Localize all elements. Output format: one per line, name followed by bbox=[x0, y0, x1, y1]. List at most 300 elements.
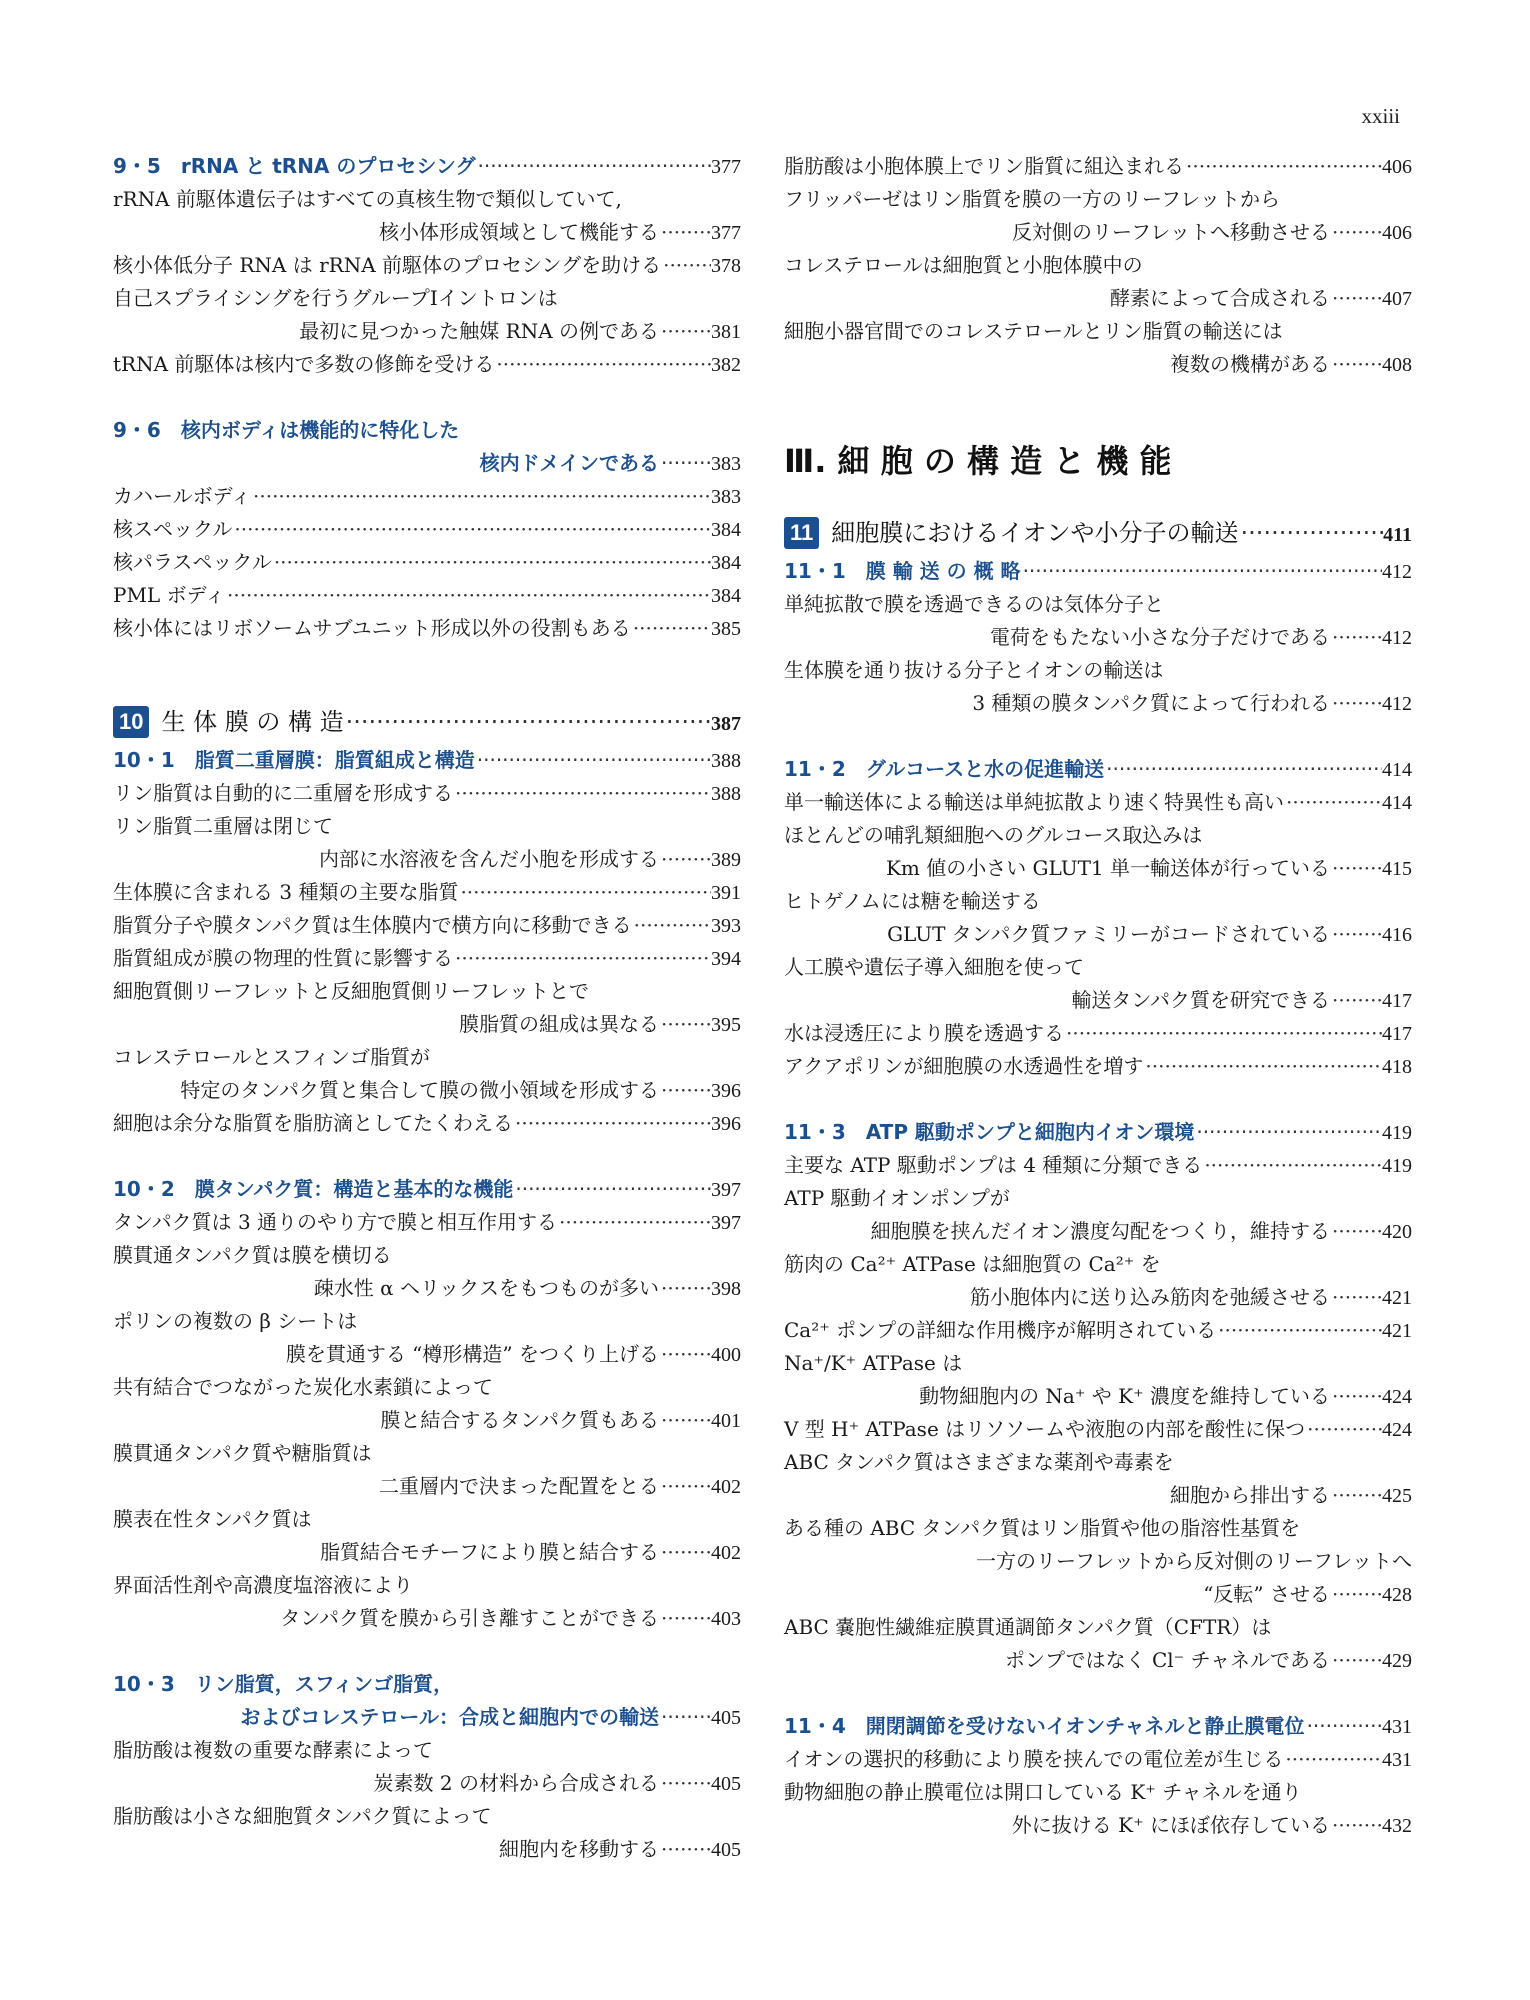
entry-title: 反対側のリーフレットへ移動させる bbox=[1012, 220, 1330, 244]
toc-entry[interactable] bbox=[113, 513, 741, 546]
entry-title: 膜貫通タンパク質は膜を横切る bbox=[113, 1243, 392, 1267]
page-ref: 388 bbox=[711, 783, 741, 805]
entry-title: 筋小胞体内に送り込み筋肉を弛緩させる bbox=[970, 1285, 1330, 1309]
dot-leader bbox=[659, 1701, 711, 1734]
entry-title: リン脂質は自動的に二重層を形成する bbox=[113, 781, 453, 805]
dot-leader bbox=[661, 249, 711, 282]
page-ref: 429 bbox=[1382, 1650, 1412, 1672]
dot-leader bbox=[251, 480, 711, 513]
toc-entry-continuation[interactable] bbox=[113, 843, 741, 876]
toc-entry[interactable] bbox=[784, 1017, 1412, 1050]
entry-title: 単純拡散で膜を透過できるのは気体分子と bbox=[784, 592, 1164, 616]
page-ref: 431 bbox=[1382, 1749, 1412, 1771]
toc-entry-continuation[interactable] bbox=[113, 1833, 741, 1866]
page-ref: 419 bbox=[1382, 1155, 1412, 1177]
dot-leader bbox=[1330, 216, 1382, 249]
entry-title: 細胞内を移動する bbox=[499, 1837, 659, 1861]
toc-entry-continuation[interactable] bbox=[784, 1215, 1412, 1248]
section-heading[interactable] bbox=[113, 744, 741, 777]
part-title: Ⅲ. 細 胞 の 構 造 と 機 能 bbox=[784, 442, 1172, 480]
toc-entry[interactable] bbox=[113, 612, 741, 645]
page-ref: 412 bbox=[1382, 561, 1412, 583]
entry-title: 脂質結合モチーフにより膜と結合する bbox=[320, 1540, 659, 1564]
dot-leader bbox=[659, 447, 711, 480]
entry-title: 細胞質側リーフレットと反細胞質側リーフレットとで bbox=[113, 979, 589, 1003]
toc-entry[interactable] bbox=[113, 282, 741, 315]
page-ref: 383 bbox=[711, 453, 741, 475]
dot-leader bbox=[513, 1107, 711, 1140]
toc-entry[interactable] bbox=[113, 1239, 741, 1272]
entry-title: 脂質組成が膜の物理的性質に影響する bbox=[113, 946, 453, 970]
entry-title: 動物細胞内の Na⁺ や K⁺ 濃度を維持している bbox=[919, 1384, 1330, 1408]
toc-entry-continuation[interactable] bbox=[113, 1074, 741, 1107]
section-gap bbox=[784, 491, 1412, 511]
entry-title: 10・2 膜タンパク質：構造と基本的な機能 bbox=[113, 1177, 514, 1201]
toc-entry[interactable] bbox=[113, 942, 741, 975]
toc-entry[interactable] bbox=[113, 1371, 741, 1404]
dot-leader bbox=[225, 579, 711, 612]
dot-leader bbox=[1330, 984, 1382, 1017]
page-ref: 400 bbox=[711, 1344, 741, 1366]
entry-title: ポンプではなく Cl⁻ チャネルである bbox=[1005, 1648, 1330, 1672]
section-heading[interactable] bbox=[784, 753, 1412, 786]
page-ref: 394 bbox=[711, 948, 741, 970]
entry-title: 核小体形成領域として機能する bbox=[379, 220, 659, 244]
page-ref: 397 bbox=[711, 1179, 741, 1201]
entry-title: 膜貫通タンパク質や糖脂質は bbox=[113, 1441, 372, 1465]
entry-title: 生 体 膜 の 構 造 bbox=[161, 708, 344, 736]
page-ref: 377 bbox=[711, 156, 741, 178]
dot-leader bbox=[1330, 1380, 1382, 1413]
page-ref: 431 bbox=[1382, 1716, 1412, 1738]
toc-left-column bbox=[113, 150, 741, 1866]
page-ref: 402 bbox=[711, 1542, 741, 1564]
dot-leader bbox=[659, 315, 711, 348]
entry-title: Na⁺/K⁺ ATPase は bbox=[784, 1351, 963, 1375]
entry-title: 脂肪酸は複数の重要な酵素によって bbox=[113, 1738, 433, 1762]
entry-title: 人工膜や遺伝子導入細胞を使って bbox=[784, 955, 1084, 979]
dot-leader bbox=[659, 1602, 711, 1635]
page-ref: 405 bbox=[711, 1707, 741, 1729]
toc-entry[interactable] bbox=[784, 1512, 1412, 1545]
entry-title: 9・6 核内ボディは機能的に特化した bbox=[113, 418, 460, 442]
toc-entry[interactable] bbox=[113, 1107, 741, 1140]
section-gap bbox=[113, 645, 741, 700]
entry-title: 膜と結合するタンパク質もある bbox=[380, 1408, 659, 1432]
entry-title: 水は浸透圧により膜を透過する bbox=[784, 1021, 1064, 1045]
toc-entry-continuation[interactable] bbox=[784, 348, 1412, 381]
dot-leader bbox=[1283, 1743, 1382, 1776]
dot-leader bbox=[1305, 1413, 1382, 1446]
toc-entry[interactable] bbox=[113, 1041, 741, 1074]
toc-entry[interactable] bbox=[113, 1569, 741, 1602]
toc-entry[interactable] bbox=[113, 777, 741, 810]
section-heading[interactable] bbox=[784, 1710, 1412, 1743]
toc-entry-continuation[interactable] bbox=[113, 1767, 741, 1800]
page-ref: 424 bbox=[1382, 1419, 1412, 1441]
entry-title: 疎水性 α ヘリックスをもつものが多い bbox=[313, 1276, 659, 1300]
entry-title: 自己スプライシングを行うグループⅠイントロンは bbox=[113, 286, 558, 310]
entry-title: 筋肉の Ca²⁺ ATPase は細胞質の Ca²⁺ を bbox=[784, 1252, 1161, 1276]
toc-entry-continuation[interactable] bbox=[784, 918, 1412, 951]
entry-title: 細胞は余分な脂質を脂肪滴としてたくわえる bbox=[113, 1111, 513, 1135]
dot-leader bbox=[453, 777, 711, 810]
entry-title: リン脂質二重層は閉じて bbox=[113, 814, 333, 838]
entry-title: 10・1 脂質二重層膜：脂質組成と構造 bbox=[113, 748, 475, 772]
section-heading-continuation[interactable] bbox=[113, 447, 741, 480]
entry-title: 膜表在性タンパク質は bbox=[113, 1507, 312, 1531]
dot-leader bbox=[1330, 348, 1382, 381]
toc-entry-continuation[interactable] bbox=[113, 1470, 741, 1503]
page-ref: 391 bbox=[711, 882, 741, 904]
toc-entry-continuation[interactable] bbox=[113, 1602, 741, 1635]
toc-entry[interactable] bbox=[113, 810, 741, 843]
entry-title: コレステロールとスフィンゴ脂質が bbox=[113, 1045, 430, 1069]
toc-entry-continuation[interactable] bbox=[784, 1479, 1412, 1512]
page-ref: 385 bbox=[711, 618, 741, 640]
entry-title: ABC 嚢胞性繊維症膜貫通調節タンパク質（CFTR）は bbox=[784, 1615, 1272, 1639]
entry-title: 核小体にはリボソームサブユニット形成以外の役割もある bbox=[113, 616, 631, 640]
entry-title: 炭素数 2 の材料から合成される bbox=[373, 1771, 659, 1795]
page-ref: 415 bbox=[1382, 858, 1412, 880]
dot-leader bbox=[1202, 1149, 1382, 1182]
toc-entry[interactable] bbox=[113, 909, 741, 942]
section-heading-continuation[interactable] bbox=[113, 1701, 741, 1734]
toc-entry[interactable] bbox=[784, 1611, 1412, 1644]
dot-leader bbox=[458, 876, 711, 909]
chapter-number-badge: 11 bbox=[784, 517, 819, 549]
toc-entry[interactable] bbox=[113, 348, 741, 381]
entry-title: 脂肪酸は小胞体膜上でリン脂質に組込まれる bbox=[784, 154, 1184, 178]
page-ref: 403 bbox=[711, 1608, 741, 1630]
dot-leader bbox=[557, 1206, 711, 1239]
toc-entry[interactable] bbox=[784, 588, 1412, 621]
dot-leader bbox=[1330, 1281, 1382, 1314]
page-ref: 396 bbox=[711, 1113, 741, 1135]
toc-entry[interactable] bbox=[784, 1743, 1412, 1776]
toc-entry[interactable] bbox=[784, 1314, 1412, 1347]
entry-title: タンパク質は 3 通りのやり方で膜と相互作用する bbox=[113, 1210, 558, 1234]
toc-entry-continuation[interactable] bbox=[784, 1578, 1412, 1611]
toc-entry-continuation[interactable] bbox=[113, 1536, 741, 1569]
dot-leader bbox=[1330, 1215, 1382, 1248]
entry-title: 10・3 リン脂質，スフィンゴ脂質， bbox=[113, 1672, 454, 1696]
entry-title: 膜を貫通する “樽形構造” をつくり上げる bbox=[285, 1342, 659, 1366]
page-ref: 421 bbox=[1382, 1287, 1412, 1309]
entry-title: 細胞膜を挟んだイオン濃度勾配をつくり，維持する bbox=[870, 1219, 1330, 1243]
dot-leader bbox=[659, 843, 711, 876]
section-gap bbox=[113, 1140, 741, 1173]
dot-leader bbox=[1330, 1809, 1382, 1842]
entry-title: 11・2 グルコースと水の促進輸送 bbox=[784, 757, 1105, 781]
toc-entry[interactable] bbox=[113, 1305, 741, 1338]
toc-entry-continuation[interactable] bbox=[113, 1272, 741, 1305]
entry-title: 核内ドメインである bbox=[479, 451, 659, 475]
page-ref: 412 bbox=[1382, 627, 1412, 649]
entry-title: 11・3 ATP 駆動ポンプと細胞内イオン環境 bbox=[784, 1120, 1195, 1144]
toc-entry-continuation[interactable] bbox=[784, 1380, 1412, 1413]
section-heading[interactable] bbox=[113, 1668, 741, 1701]
page-ref: 406 bbox=[1382, 222, 1412, 244]
toc-entry-continuation[interactable] bbox=[784, 621, 1412, 654]
page-ref: 388 bbox=[711, 750, 741, 772]
toc-entry-continuation[interactable] bbox=[784, 1281, 1412, 1314]
toc-entry[interactable] bbox=[784, 1413, 1412, 1446]
entry-title: 核スペックル bbox=[113, 517, 233, 541]
entry-title: ABC タンパク質はさまざまな薬剤や毒素を bbox=[784, 1450, 1174, 1474]
page-ref: 416 bbox=[1382, 924, 1412, 946]
entry-title: ポリンの複数の β シートは bbox=[113, 1309, 358, 1333]
dot-leader bbox=[659, 1833, 711, 1866]
entry-title: 膜脂質の組成は異なる bbox=[459, 1012, 659, 1036]
toc-entry[interactable] bbox=[113, 1734, 741, 1767]
toc-entry-continuation[interactable] bbox=[784, 1644, 1412, 1677]
entry-title: コレステロールは細胞質と小胞体膜中の bbox=[784, 253, 1143, 277]
page-ref: 414 bbox=[1382, 759, 1412, 781]
dot-leader bbox=[1216, 1314, 1382, 1347]
page-ref: 396 bbox=[711, 1080, 741, 1102]
page-ref: 420 bbox=[1382, 1221, 1412, 1243]
entry-title: 主要な ATP 駆動ポンプは 4 種類に分類できる bbox=[784, 1153, 1203, 1177]
entry-title: 内部に水溶液を含んだ小胞を形成する bbox=[319, 847, 659, 871]
section-heading[interactable] bbox=[113, 150, 741, 183]
toc-entry-continuation[interactable] bbox=[784, 282, 1412, 315]
toc-entry[interactable] bbox=[784, 1182, 1412, 1215]
toc-entry[interactable] bbox=[113, 1206, 741, 1239]
page-ref: 397 bbox=[711, 1212, 741, 1234]
section-heading[interactable] bbox=[113, 414, 741, 447]
toc-entry[interactable] bbox=[784, 315, 1412, 348]
entry-title: 11・4 開閉調節を受けないイオンチャネルと静止膜電位 bbox=[784, 1714, 1305, 1738]
chapter-heading[interactable] bbox=[784, 511, 1412, 555]
page-ref: 389 bbox=[711, 849, 741, 871]
page-ref: 377 bbox=[711, 222, 741, 244]
toc-entry[interactable] bbox=[784, 1776, 1412, 1809]
toc-entry-continuation[interactable] bbox=[784, 1545, 1412, 1578]
section-heading[interactable] bbox=[113, 1173, 741, 1206]
toc-entry[interactable] bbox=[784, 1446, 1412, 1479]
toc-entry[interactable] bbox=[784, 951, 1412, 984]
entry-title: ATP 駆動イオンポンプが bbox=[784, 1186, 1010, 1210]
toc-entry-continuation[interactable] bbox=[113, 1404, 741, 1437]
entry-title: およびコレステロール：合成と細胞内での輸送 bbox=[240, 1705, 659, 1729]
dot-leader bbox=[1305, 1710, 1382, 1743]
page-ref: 378 bbox=[711, 255, 741, 277]
page-ref: 424 bbox=[1382, 1386, 1412, 1408]
entry-title: 共有結合でつながった炭化水素鎖によって bbox=[113, 1375, 493, 1399]
chapter-number-badge: 10 bbox=[113, 706, 149, 738]
entry-title: フリッパーゼはリン脂質を膜の一方のリーフレットから bbox=[784, 187, 1280, 211]
entry-title: 生体膜に含まれる 3 種類の主要な脂質 bbox=[113, 880, 459, 904]
entry-title: 核小体低分子 RNA は rRNA 前駆体のプロセシングを助ける bbox=[113, 253, 662, 277]
dot-leader bbox=[1330, 282, 1382, 315]
entry-title: 界面活性剤や高濃度塩溶液により bbox=[113, 1573, 413, 1597]
entry-title: “反転” させる bbox=[1203, 1582, 1330, 1606]
dot-leader bbox=[494, 348, 711, 381]
toc-entry[interactable] bbox=[784, 819, 1412, 852]
toc-entry[interactable] bbox=[113, 876, 741, 909]
entry-title: 3 種類の膜タンパク質によって行われる bbox=[972, 691, 1330, 715]
page-ref: 406 bbox=[1382, 156, 1412, 178]
page-ref: 417 bbox=[1382, 1023, 1412, 1045]
toc-entry[interactable] bbox=[113, 975, 741, 1008]
entry-title: 輸送タンパク質を研究できる bbox=[1071, 988, 1330, 1012]
entry-title: 細胞小器官間でのコレステロールとリン脂質の輸送には bbox=[784, 319, 1283, 343]
entry-title: イオンの選択的移動により膜を挟んでの電位差が生じる bbox=[784, 1747, 1284, 1771]
entry-title: 脂質分子や膜タンパク質は生体膜内で横方向に移動できる bbox=[113, 913, 632, 937]
dot-leader bbox=[659, 1536, 711, 1569]
toc-entry[interactable] bbox=[113, 480, 741, 513]
dot-leader bbox=[659, 1008, 711, 1041]
entry-title: 単一輸送体による輸送は単純拡散より速く特異性も高い bbox=[784, 790, 1284, 814]
entry-title: 酵素によって合成される bbox=[1110, 286, 1330, 310]
page-ref: 418 bbox=[1382, 1056, 1412, 1078]
toc-entry[interactable] bbox=[784, 654, 1412, 687]
page-ref: 408 bbox=[1382, 354, 1412, 376]
dot-leader bbox=[1143, 1050, 1382, 1083]
toc-entry[interactable] bbox=[113, 579, 741, 612]
dot-leader bbox=[1284, 786, 1382, 819]
dot-leader bbox=[1330, 1578, 1382, 1611]
page-ref: 383 bbox=[711, 486, 741, 508]
dot-leader bbox=[659, 1338, 711, 1371]
page-ref: 402 bbox=[711, 1476, 741, 1498]
toc-entry[interactable] bbox=[784, 1050, 1412, 1083]
dot-leader bbox=[1194, 1116, 1382, 1149]
toc-entry[interactable] bbox=[113, 1800, 741, 1833]
entry-title: ある種の ABC タンパク質はリン脂質や他の脂溶性基質を bbox=[784, 1516, 1301, 1540]
dot-leader bbox=[344, 700, 711, 744]
dot-leader bbox=[632, 909, 711, 942]
dot-leader bbox=[659, 1074, 711, 1107]
dot-leader bbox=[631, 612, 711, 645]
toc-entry[interactable] bbox=[113, 249, 741, 282]
toc-entry-continuation[interactable] bbox=[784, 1809, 1412, 1842]
entry-title: 脂肪酸は小さな細胞質タンパク質によって bbox=[113, 1804, 492, 1828]
section-gap bbox=[784, 381, 1412, 431]
dot-leader bbox=[1104, 753, 1382, 786]
entry-title: rRNA 前駆体遺伝子はすべての真核生物で類似していて, bbox=[113, 187, 622, 211]
toc-entry[interactable] bbox=[784, 786, 1412, 819]
dot-leader bbox=[659, 1470, 711, 1503]
toc-entry-continuation[interactable] bbox=[113, 1338, 741, 1371]
entry-title: Km 値の小さい GLUT1 単一輸送体が行っている bbox=[885, 856, 1330, 880]
page-ref: 381 bbox=[711, 321, 741, 343]
page-ref: 384 bbox=[711, 552, 741, 574]
toc-entry[interactable] bbox=[113, 1437, 741, 1470]
toc-entry[interactable] bbox=[784, 1248, 1412, 1281]
dot-leader bbox=[1330, 918, 1382, 951]
page-ref: 419 bbox=[1382, 1122, 1412, 1144]
entry-title: 生体膜を通り抜ける分子とイオンの輸送は bbox=[784, 658, 1164, 682]
dot-leader bbox=[1330, 1644, 1382, 1677]
toc-entry[interactable] bbox=[113, 1503, 741, 1536]
page-ref: 395 bbox=[711, 1014, 741, 1036]
page-ref: 428 bbox=[1382, 1584, 1412, 1606]
toc-entry[interactable] bbox=[113, 546, 741, 579]
dot-leader bbox=[272, 546, 711, 579]
entry-title: 11・1 膜 輸 送 の 概 略 bbox=[784, 559, 1021, 583]
toc-entry[interactable] bbox=[784, 1149, 1412, 1182]
entry-title: カハールボディ bbox=[113, 484, 251, 508]
toc-entry[interactable] bbox=[784, 249, 1412, 282]
entry-title: アクアポリンが細胞膜の水透過性を増す bbox=[784, 1054, 1144, 1078]
toc-entry-continuation[interactable] bbox=[113, 315, 741, 348]
entry-title: 細胞から排出する bbox=[1170, 1483, 1330, 1507]
entry-title: 外に抜ける K⁺ にほぼ依存している bbox=[1011, 1813, 1330, 1837]
section-gap bbox=[784, 720, 1412, 753]
dot-leader bbox=[1330, 621, 1382, 654]
dot-leader bbox=[1330, 687, 1382, 720]
dot-leader bbox=[1021, 555, 1382, 588]
section-heading[interactable] bbox=[784, 555, 1412, 588]
entry-title: tRNA 前駆体は核内で多数の修飾を受ける bbox=[113, 352, 495, 376]
entry-title: ヒトゲノムには糖を輸送する bbox=[784, 889, 1041, 913]
toc-entry-continuation[interactable] bbox=[784, 984, 1412, 1017]
toc-entry-continuation[interactable] bbox=[784, 216, 1412, 249]
entry-title: 複数の機構がある bbox=[1170, 352, 1330, 376]
toc-entry[interactable] bbox=[784, 150, 1412, 183]
entry-title: V 型 H⁺ ATPase はリソソームや液胞の内部を酸性に保つ bbox=[784, 1417, 1306, 1441]
dot-leader bbox=[513, 1173, 711, 1206]
page-ref: 384 bbox=[711, 519, 741, 541]
page-ref: 432 bbox=[1382, 1815, 1412, 1837]
entry-title: 最初に見つかった触媒 RNA の例である bbox=[299, 319, 659, 343]
entry-title: Ca²⁺ ポンプの詳細な作用機序が解明されている bbox=[784, 1318, 1217, 1342]
dot-leader bbox=[475, 150, 711, 183]
dot-leader bbox=[475, 744, 711, 777]
toc-entry[interactable] bbox=[784, 1347, 1412, 1380]
dot-leader bbox=[659, 1767, 711, 1800]
toc-entry-continuation[interactable] bbox=[784, 687, 1412, 720]
toc-entry-continuation[interactable] bbox=[113, 1008, 741, 1041]
toc-entry-continuation[interactable] bbox=[784, 852, 1412, 885]
entry-title: 動物細胞の静止膜電位は開口している K⁺ チャネルを通り bbox=[784, 1780, 1302, 1804]
page-ref: 393 bbox=[711, 915, 741, 937]
page-ref: 414 bbox=[1382, 792, 1412, 814]
page-ref: 405 bbox=[711, 1773, 741, 1795]
dot-leader bbox=[659, 1404, 711, 1437]
page-ref: 425 bbox=[1382, 1485, 1412, 1507]
section-heading[interactable] bbox=[784, 1116, 1412, 1149]
entry-title: ほとんどの哺乳類細胞へのグルコース取込みは bbox=[784, 823, 1203, 847]
page-ref: 417 bbox=[1382, 990, 1412, 1012]
toc-entry-continuation[interactable] bbox=[113, 216, 741, 249]
page-ref: 412 bbox=[1382, 693, 1412, 715]
entry-title: 電荷をもたない小さな分子だけである bbox=[990, 625, 1330, 649]
page-ref: 401 bbox=[711, 1410, 741, 1432]
entry-title: 9・5 rRNA と tRNA のプロセシング bbox=[113, 154, 476, 178]
section-gap bbox=[113, 1635, 741, 1668]
entry-title: 細胞膜におけるイオンや小分子の輸送 bbox=[831, 519, 1239, 547]
toc-entry[interactable] bbox=[784, 885, 1412, 918]
dot-leader bbox=[1330, 852, 1382, 885]
toc-entry[interactable] bbox=[784, 183, 1412, 216]
dot-leader bbox=[1239, 511, 1384, 555]
page-ref: 398 bbox=[711, 1278, 741, 1300]
page-ref: 405 bbox=[711, 1839, 741, 1861]
dot-leader bbox=[232, 513, 711, 546]
toc-entry[interactable] bbox=[113, 183, 741, 216]
entry-title: タンパク質を膜から引き離すことができる bbox=[280, 1606, 659, 1630]
section-gap bbox=[113, 381, 741, 414]
dot-leader bbox=[659, 216, 711, 249]
dot-leader bbox=[659, 1272, 711, 1305]
chapter-heading[interactable] bbox=[113, 700, 741, 744]
page-ref: 421 bbox=[1382, 1320, 1412, 1342]
dot-leader bbox=[1184, 150, 1382, 183]
entry-title: 核パラスペックル bbox=[113, 550, 272, 574]
